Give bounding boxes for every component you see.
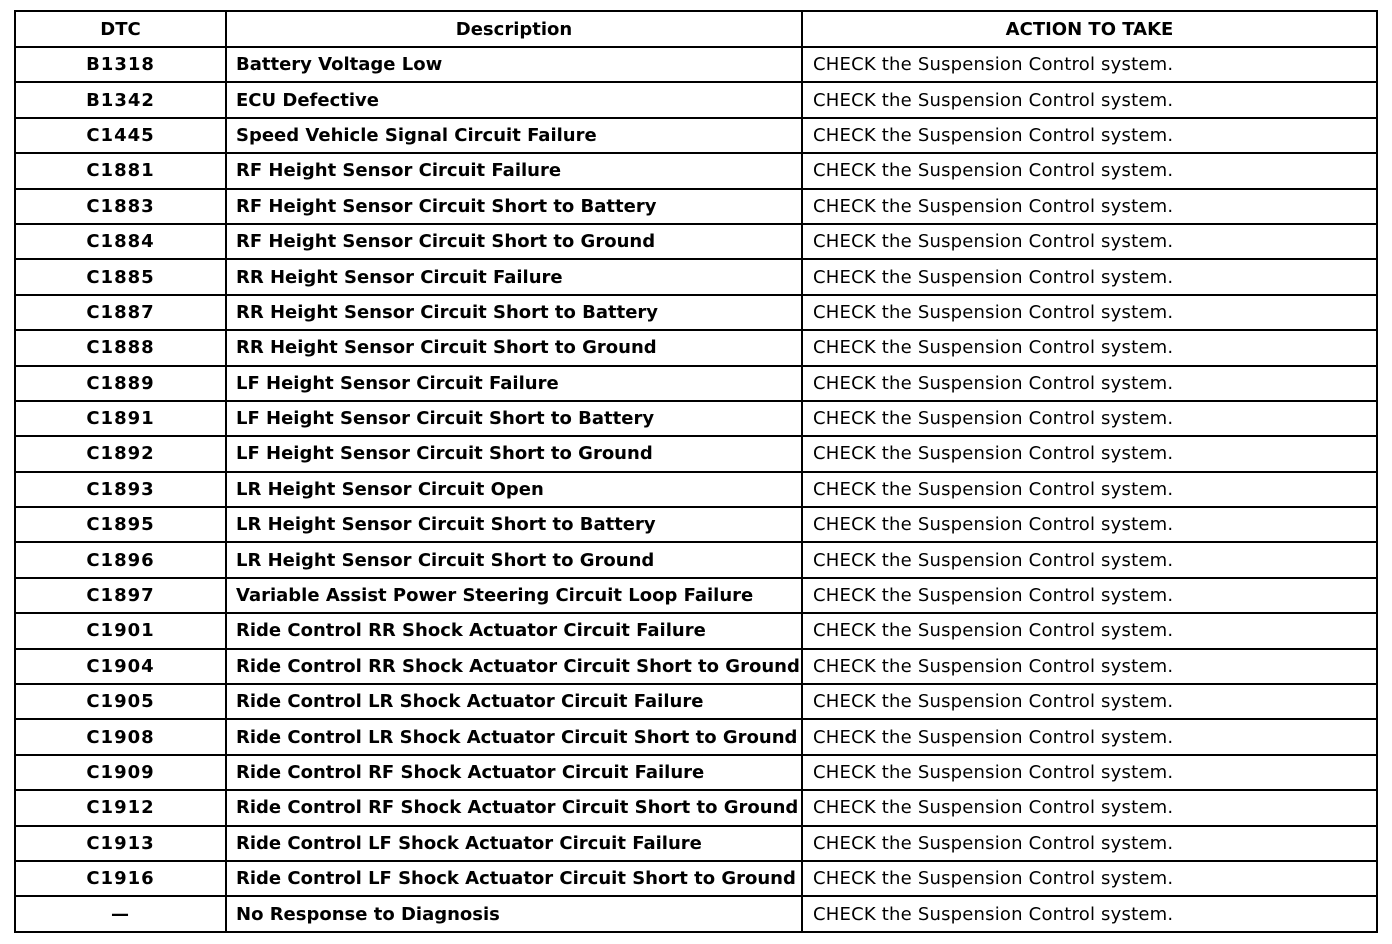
dtc-document — [14, 10, 1376, 933]
dtc-code: B1318 — [15, 47, 226, 82]
table-row — [15, 295, 1377, 330]
table-header — [15, 11, 1377, 47]
dtc-action: CHECK the Suspension Control system. — [802, 118, 1377, 153]
dtc-code: C1905 — [15, 684, 226, 719]
dtc-action: CHECK the Suspension Control system. — [802, 224, 1377, 259]
dtc-action: CHECK the Suspension Control system. — [802, 861, 1377, 896]
table-row — [15, 507, 1377, 542]
table-row — [15, 47, 1377, 82]
dtc-code: C1901 — [15, 613, 226, 648]
dtc-action: CHECK the Suspension Control system. — [802, 153, 1377, 188]
dtc-action: CHECK the Suspension Control system. — [802, 719, 1377, 754]
dtc-code: C1897 — [15, 578, 226, 613]
dtc-action: CHECK the Suspension Control system. — [802, 755, 1377, 790]
dtc-description: Ride Control LR Shock Actuator Circuit Short to Ground — [226, 719, 802, 754]
dtc-code: C1916 — [15, 861, 226, 896]
dtc-action: CHECK the Suspension Control system. — [802, 896, 1377, 931]
dtc-action: CHECK the Suspension Control system. — [802, 790, 1377, 825]
dtc-description: Ride Control LR Shock Actuator Circuit Failure — [226, 684, 802, 719]
table-row — [15, 861, 1377, 896]
table-row — [15, 82, 1377, 117]
table-row — [15, 330, 1377, 365]
dtc-description: Ride Control LF Shock Actuator Circuit Failure — [226, 826, 802, 861]
dtc-action: CHECK the Suspension Control system. — [802, 613, 1377, 648]
dtc-description: RR Height Sensor Circuit Failure — [226, 259, 802, 294]
dtc-code: C1887 — [15, 295, 226, 330]
table-row — [15, 153, 1377, 188]
header-row — [15, 11, 1377, 47]
dtc-action: CHECK the Suspension Control system. — [802, 507, 1377, 542]
dtc-action: CHECK the Suspension Control system. — [802, 366, 1377, 401]
dtc-action: CHECK the Suspension Control system. — [802, 330, 1377, 365]
table-body — [15, 47, 1377, 932]
dtc-action: CHECK the Suspension Control system. — [802, 295, 1377, 330]
dtc-action: CHECK the Suspension Control system. — [802, 82, 1377, 117]
dtc-description: LR Height Sensor Circuit Short to Battery — [226, 507, 802, 542]
dtc-description: Speed Vehicle Signal Circuit Failure — [226, 118, 802, 153]
dtc-action: CHECK the Suspension Control system. — [802, 649, 1377, 684]
table-row — [15, 684, 1377, 719]
dtc-action: CHECK the Suspension Control system. — [802, 259, 1377, 294]
table-row — [15, 896, 1377, 931]
dtc-code: C1893 — [15, 472, 226, 507]
dtc-action: CHECK the Suspension Control system. — [802, 578, 1377, 613]
header-action: ACTION TO TAKE — [802, 11, 1377, 47]
dtc-code: B1342 — [15, 82, 226, 117]
dtc-description: Ride Control RR Shock Actuator Circuit Short to Ground — [226, 649, 802, 684]
dtc-description: Ride Control RF Shock Actuator Circuit Short to Ground — [226, 790, 802, 825]
dtc-code: C1892 — [15, 436, 226, 471]
dtc-code: C1913 — [15, 826, 226, 861]
dtc-code: C1888 — [15, 330, 226, 365]
dtc-action: CHECK the Suspension Control system. — [802, 401, 1377, 436]
dtc-code: C1889 — [15, 366, 226, 401]
dtc-action: CHECK the Suspension Control system. — [802, 542, 1377, 577]
dtc-description: Ride Control RR Shock Actuator Circuit Failure — [226, 613, 802, 648]
dtc-description: RR Height Sensor Circuit Short to Battery — [226, 295, 802, 330]
table-row — [15, 224, 1377, 259]
header-dtc: DTC — [15, 11, 226, 47]
dtc-description: LR Height Sensor Circuit Short to Ground — [226, 542, 802, 577]
dtc-description: No Response to Diagnosis — [226, 896, 802, 931]
dtc-description: LF Height Sensor Circuit Failure — [226, 366, 802, 401]
table-row — [15, 826, 1377, 861]
table-row — [15, 649, 1377, 684]
dtc-code: C1445 — [15, 118, 226, 153]
table-row — [15, 118, 1377, 153]
dtc-code: C1895 — [15, 507, 226, 542]
dtc-action: CHECK the Suspension Control system. — [802, 684, 1377, 719]
table-row — [15, 259, 1377, 294]
table-row — [15, 790, 1377, 825]
dtc-code: C1891 — [15, 401, 226, 436]
header-description: Description — [226, 11, 802, 47]
table-row — [15, 401, 1377, 436]
dtc-code: C1885 — [15, 259, 226, 294]
dtc-action: CHECK the Suspension Control system. — [802, 189, 1377, 224]
dtc-code: C1909 — [15, 755, 226, 790]
dtc-code: C1908 — [15, 719, 226, 754]
dtc-description: LF Height Sensor Circuit Short to Battery — [226, 401, 802, 436]
dtc-description: LF Height Sensor Circuit Short to Ground — [226, 436, 802, 471]
dtc-action: CHECK the Suspension Control system. — [802, 47, 1377, 82]
table-row — [15, 755, 1377, 790]
table-row — [15, 578, 1377, 613]
table-row — [15, 472, 1377, 507]
dtc-code: C1904 — [15, 649, 226, 684]
table-row — [15, 366, 1377, 401]
dtc-description: LR Height Sensor Circuit Open — [226, 472, 802, 507]
dtc-code: C1881 — [15, 153, 226, 188]
table-row — [15, 613, 1377, 648]
dtc-description: RF Height Sensor Circuit Short to Ground — [226, 224, 802, 259]
dtc-action: CHECK the Suspension Control system. — [802, 472, 1377, 507]
dtc-table — [14, 10, 1378, 933]
dtc-action: CHECK the Suspension Control system. — [802, 436, 1377, 471]
dtc-description: Variable Assist Power Steering Circuit Loop Failure — [226, 578, 802, 613]
dtc-description: Ride Control RF Shock Actuator Circuit Failure — [226, 755, 802, 790]
dtc-description: RF Height Sensor Circuit Short to Battery — [226, 189, 802, 224]
dtc-code: C1896 — [15, 542, 226, 577]
dtc-action: CHECK the Suspension Control system. — [802, 826, 1377, 861]
dtc-code: C1912 — [15, 790, 226, 825]
table-row — [15, 542, 1377, 577]
table-row — [15, 436, 1377, 471]
dtc-description: RF Height Sensor Circuit Failure — [226, 153, 802, 188]
dtc-description: RR Height Sensor Circuit Short to Ground — [226, 330, 802, 365]
dtc-code: C1883 — [15, 189, 226, 224]
dtc-description: ECU Defective — [226, 82, 802, 117]
dtc-code: — — [15, 896, 226, 931]
table-row — [15, 189, 1377, 224]
dtc-description: Ride Control LF Shock Actuator Circuit Short to Ground — [226, 861, 802, 896]
dtc-description: Battery Voltage Low — [226, 47, 802, 82]
table-row — [15, 719, 1377, 754]
dtc-code: C1884 — [15, 224, 226, 259]
